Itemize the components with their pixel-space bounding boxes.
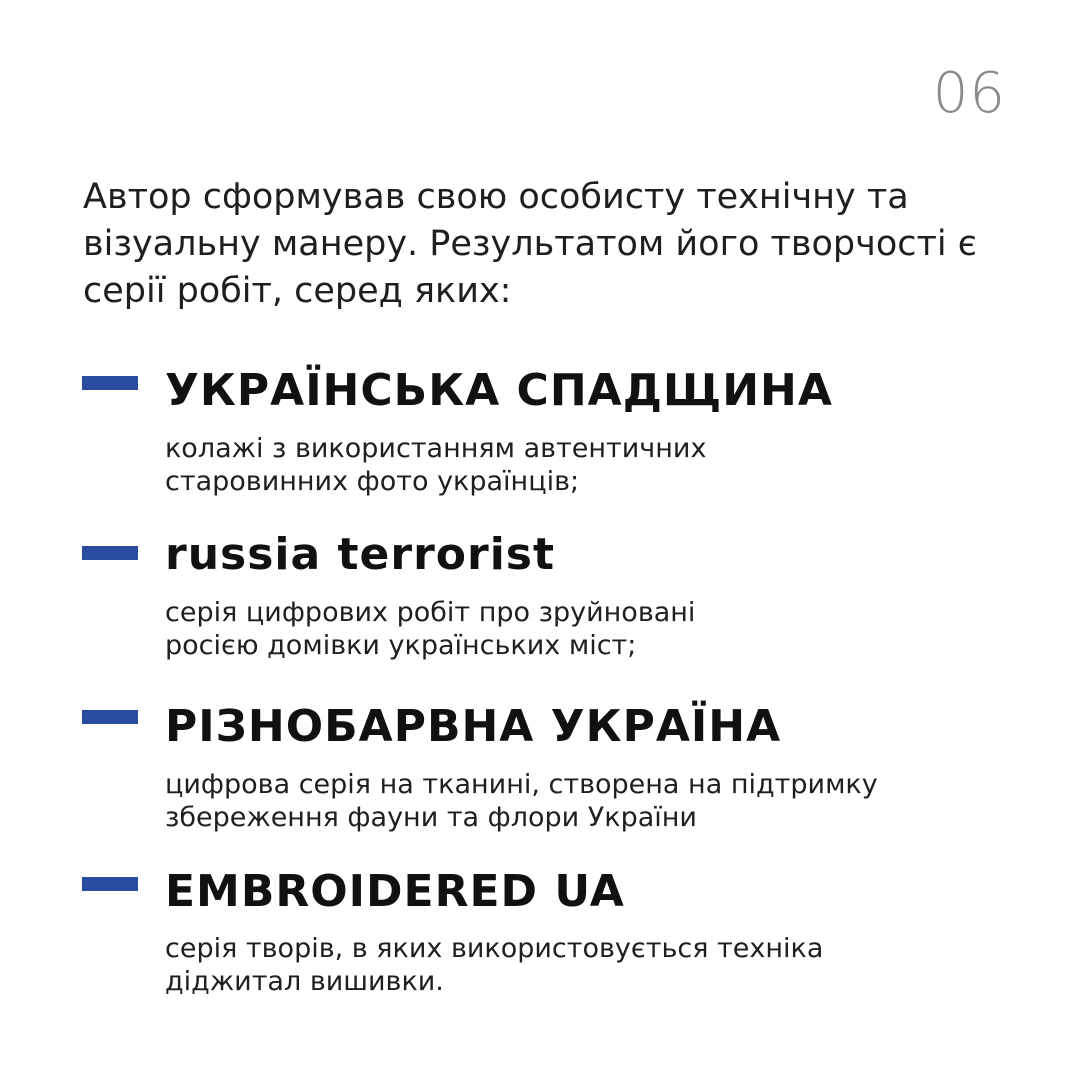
series-description — [165, 596, 1025, 662]
blue-bar-icon — [82, 546, 138, 560]
page-number: 06 — [932, 61, 1006, 126]
series-description-line: колажі з використанням автентичних — [165, 433, 707, 464]
series-description-line: діджитал вишивки. — [165, 966, 444, 997]
series-description-line: росією домівки українських міст; — [165, 630, 637, 661]
blue-bar-icon — [82, 877, 138, 891]
series-title: russia terrorist — [165, 529, 555, 580]
series-description-line: цифрова серія на тканині, створена на підтримку — [165, 769, 878, 800]
series-title: РІЗНОБАРВНА УКРАЇНА — [165, 701, 782, 752]
blue-bar-icon — [82, 376, 138, 390]
series-title: EMBROIDERED UA — [165, 866, 625, 917]
series-description-line: серія творів, в яких використовується техніка — [165, 933, 824, 964]
series-description — [165, 432, 1025, 498]
series-description-line: старовинних фото українців; — [165, 466, 580, 497]
series-description-line: збереження фауни та флори України — [165, 802, 697, 833]
series-title: УКРАЇНСЬКА СПАДЩИНА — [165, 365, 833, 416]
series-description-line: серія цифрових робіт про зруйновані — [165, 597, 696, 628]
series-description — [165, 932, 1025, 998]
blue-bar-icon — [82, 710, 138, 724]
series-description — [165, 768, 1025, 834]
intro-text: Автор сформував свою особисту технічну та візуальну манеру. Результатом його творчості є серії робіт, серед яких: — [83, 177, 977, 311]
